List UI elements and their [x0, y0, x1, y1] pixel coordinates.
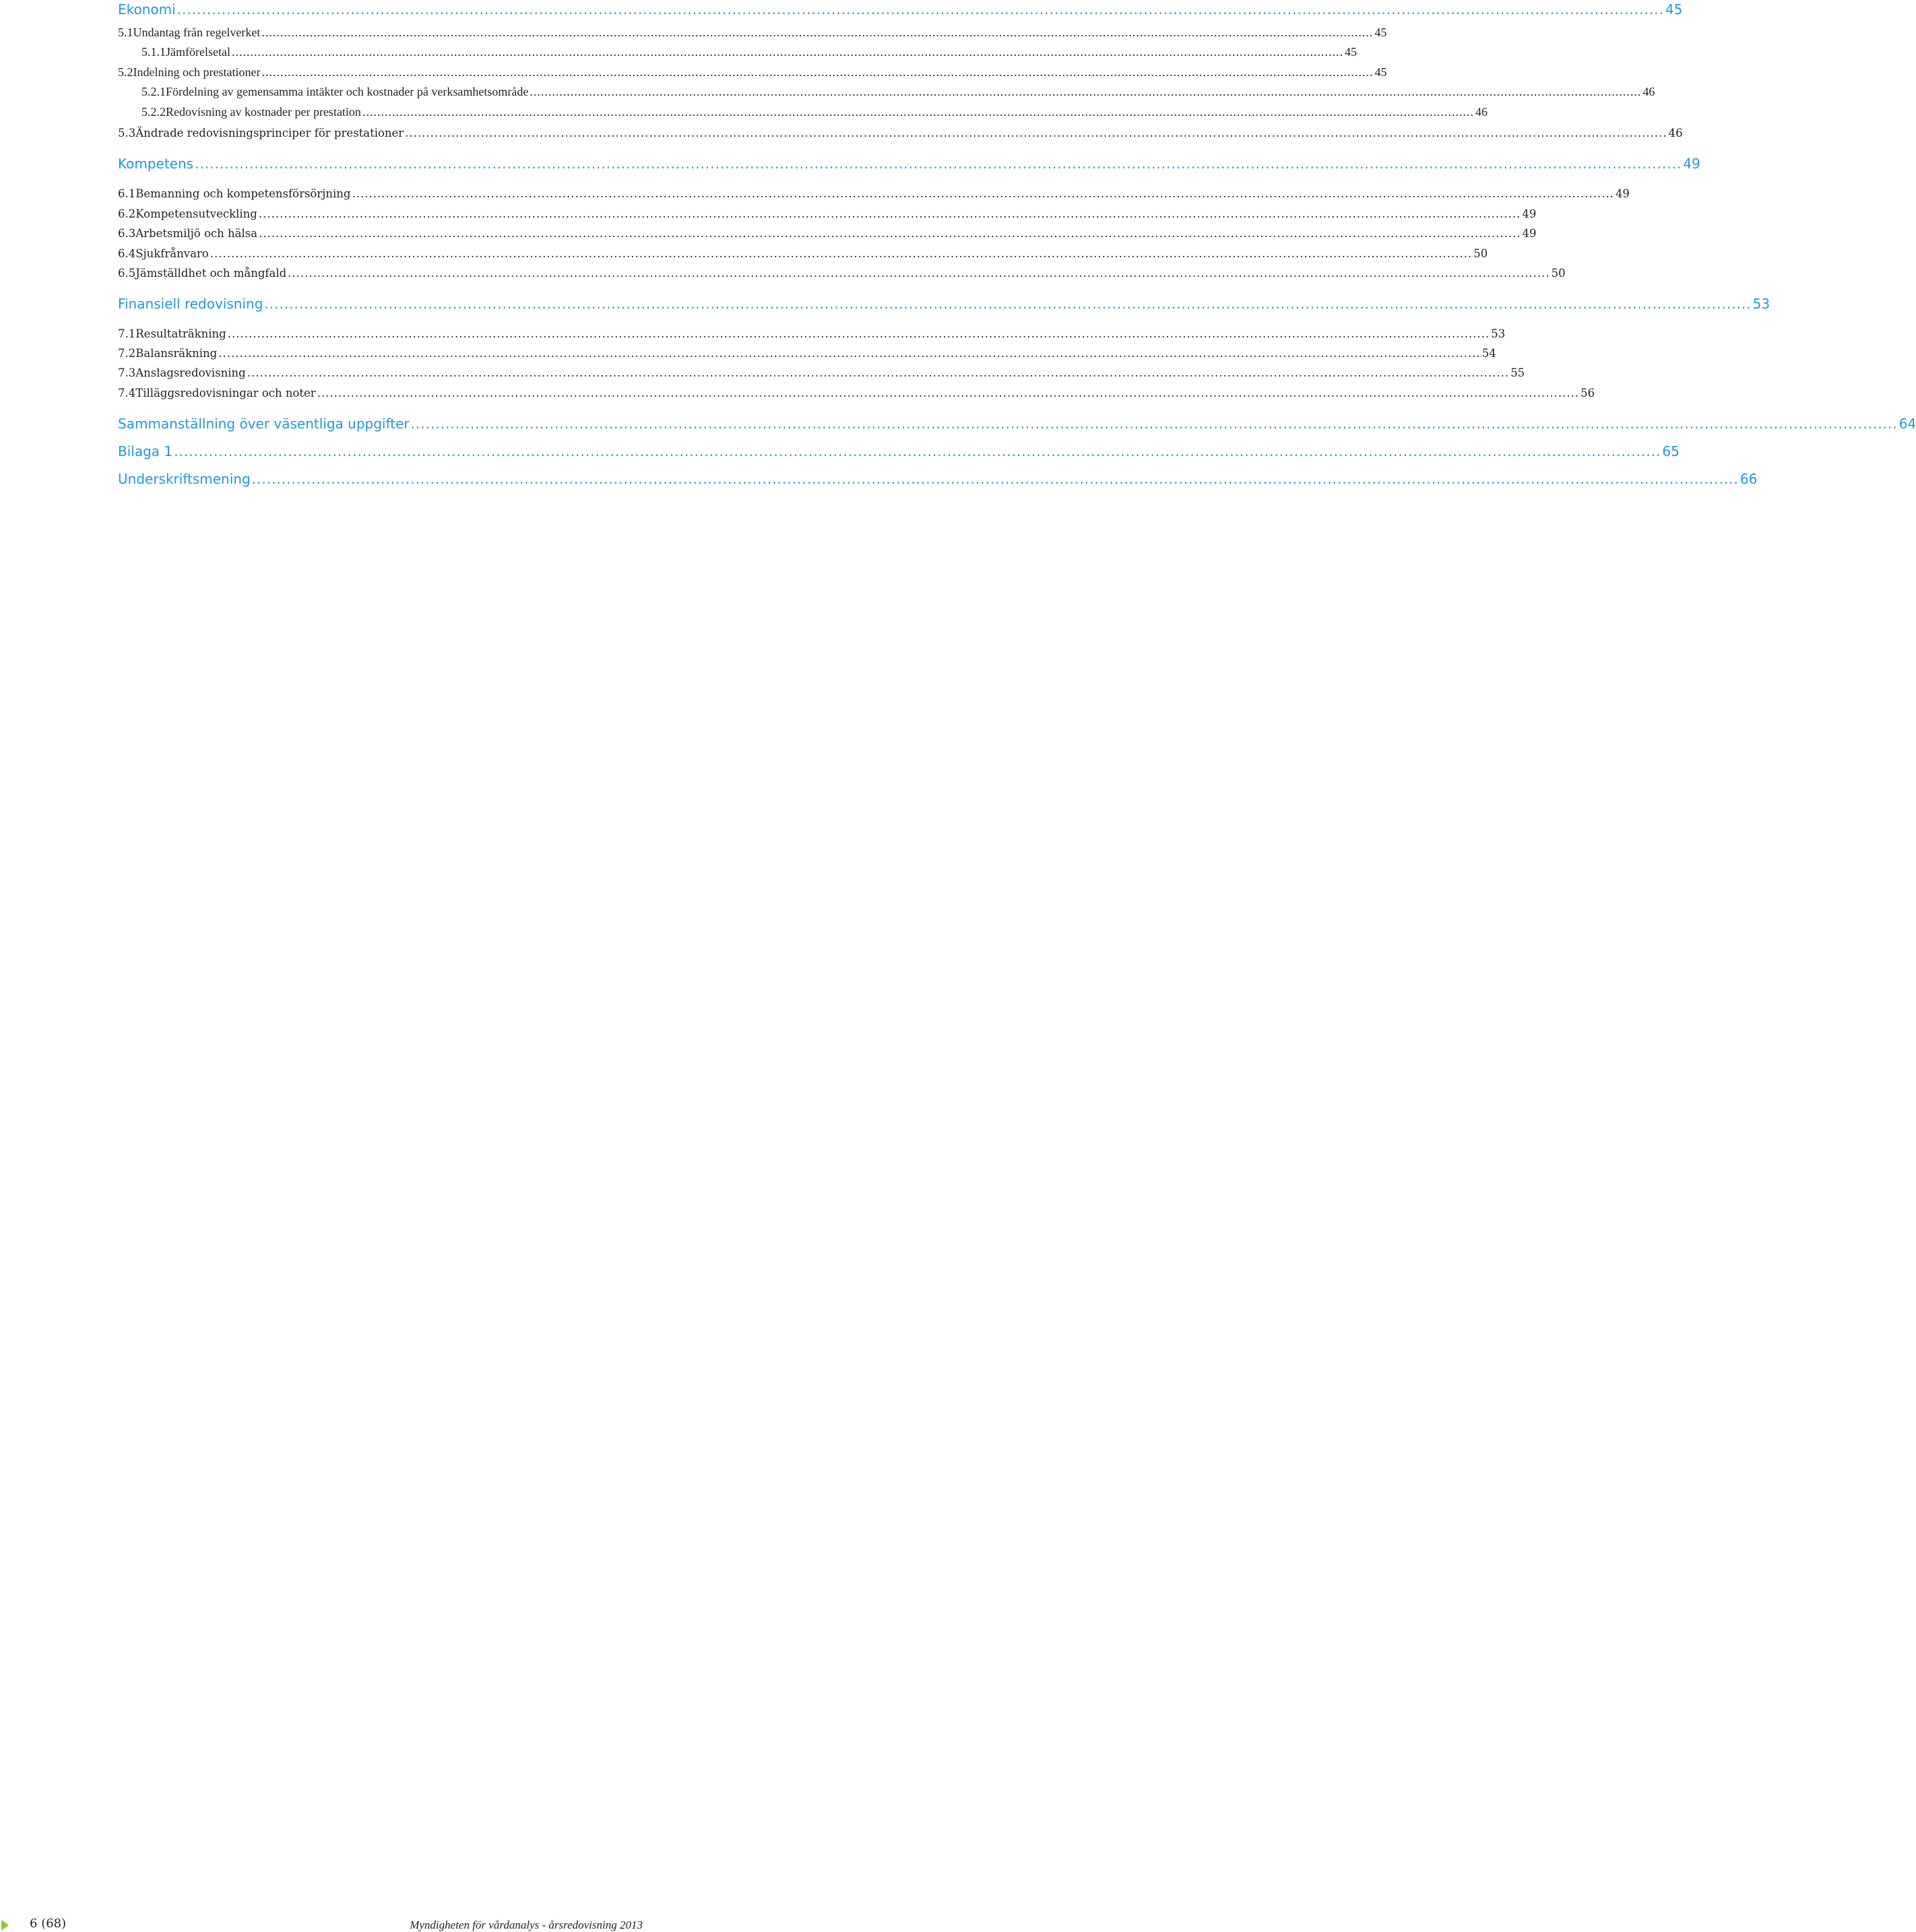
section-title: Finansiell redovisning [118, 296, 263, 312]
triangle-marker-icon [1, 1920, 9, 1931]
page-reference: 45 [1344, 45, 1357, 59]
section-number: 5.2.1 [141, 85, 166, 98]
dot-leader: ............................................................................................................................................................................................................................................................................................................ [317, 387, 1580, 399]
section-title: Kompetens [118, 156, 194, 172]
page-reference: 46 [1642, 85, 1655, 98]
section-title: Indelning och prestationer [133, 65, 261, 79]
toc-entry[interactable] [118, 262, 1566, 280]
toc-entry[interactable] [118, 203, 1537, 220]
toc-entry[interactable] [141, 42, 1357, 59]
dot-leader: ............................................................................................................................................................................................................................................................................................................ [264, 296, 1752, 312]
section-title: Balansräkning [135, 347, 218, 360]
toc-heading[interactable] [118, 294, 1770, 312]
toc-entry[interactable] [141, 82, 1655, 99]
toc-entry[interactable] [118, 323, 1506, 340]
dot-leader: ............................................................................................................................................................................................................................................................................................................ [410, 416, 1898, 432]
page-reference: 56 [1580, 387, 1595, 399]
section-title: Undantag från regelverket [133, 26, 261, 39]
section-title: Tilläggsredovisningar och noter [135, 387, 316, 399]
dot-leader: ............................................................................................................................................................................................................................................................................................................ [210, 247, 1473, 260]
toc-entry[interactable] [141, 102, 1488, 119]
toc-entry[interactable] [118, 342, 1496, 360]
section-number: 6.2 [118, 207, 136, 220]
toc-entry[interactable] [118, 382, 1595, 399]
dot-leader: ............................................................................................................................................................................................................................................................................................................ [261, 65, 1374, 79]
toc-entry[interactable] [118, 122, 1683, 139]
page-reference: 45 [1374, 65, 1387, 79]
dot-leader: ............................................................................................................................................................................................................................................................................................................ [251, 471, 1739, 487]
dot-leader: ............................................................................................................................................................................................................................................................................................................ [362, 105, 1474, 119]
page-reference: 45 [1374, 26, 1387, 39]
table-of-contents [0, 0, 1916, 512]
toc-entry[interactable] [118, 362, 1525, 379]
page-reference: 49 [1615, 187, 1630, 200]
section-title: Ekonomi [118, 1, 176, 18]
section-title: Jämställdhet och mångfald [135, 267, 287, 280]
section-title: Fördelning av gemensamma intäkter och kostnader på verksamhetsområde [166, 85, 529, 98]
section-title: Redovisning av kostnader per prestation [166, 105, 361, 119]
dot-leader: ............................................................................................................................................................................................................................................................................................................ [405, 127, 1667, 139]
page-reference: 49 [1522, 207, 1537, 220]
dot-leader: ............................................................................................................................................................................................................................................................................................................ [218, 347, 1481, 360]
section-number: 5.2 [118, 65, 133, 79]
dot-leader: ............................................................................................................................................................................................................................................................................................................ [174, 443, 1661, 459]
page-reference: 64 [1898, 416, 1916, 432]
page-reference: 49 [1522, 227, 1537, 240]
section-number: 5.2.2 [141, 105, 166, 119]
dot-leader: ............................................................................................................................................................................................................................................................................................................ [352, 187, 1614, 200]
page-footer [0, 957, 647, 1931]
toc-entry[interactable] [118, 62, 1387, 79]
page-reference: 46 [1668, 127, 1683, 139]
section-number: 7.2 [118, 347, 136, 360]
section-title: Resultaträkning [135, 327, 226, 340]
page-number: 6 (68) [30, 1917, 67, 1931]
section-title: Kompetensutveckling [135, 207, 257, 220]
section-number: 7.4 [118, 387, 136, 399]
page-reference: 50 [1551, 267, 1566, 280]
toc-entry[interactable] [118, 243, 1488, 260]
dot-leader: ............................................................................................................................................................................................................................................................................................................ [259, 227, 1521, 240]
toc-heading[interactable] [118, 470, 1758, 487]
section-title: Anslagsredovisning [135, 366, 246, 379]
section-title: Ändrade redovisningsprinciper för prestationer [135, 127, 404, 139]
toc-entry[interactable] [118, 22, 1387, 40]
section-title: Jämförelsetal [166, 45, 230, 59]
toc-entry[interactable] [118, 183, 1630, 200]
toc-entry[interactable] [118, 222, 1537, 240]
toc-heading[interactable] [118, 154, 1700, 172]
dot-leader: ............................................................................................................................................................................................................................................................................................................ [227, 327, 1490, 340]
section-number: 6.3 [118, 227, 136, 240]
page-reference: 54 [1481, 347, 1496, 360]
page-reference: 49 [1683, 156, 1700, 172]
section-number: 5.1.1 [141, 45, 166, 59]
section-number: 6.1 [118, 187, 136, 200]
toc-heading[interactable] [118, 0, 1683, 18]
section-number: 7.3 [118, 366, 136, 379]
section-title: Sammanställning över väsentliga uppgifter [118, 416, 410, 432]
page-reference: 53 [1491, 327, 1506, 340]
section-title: Bilaga 1 [118, 443, 173, 459]
dot-leader: ............................................................................................................................................................................................................................................................................................................ [195, 156, 1682, 172]
dot-leader: ............................................................................................................................................................................................................................................................................................................ [258, 207, 1521, 220]
dot-leader: ............................................................................................................................................................................................................................................................................................................ [261, 26, 1374, 39]
section-number: 5.3 [118, 127, 136, 139]
section-title: Bemanning och kompetensförsörjning [135, 187, 351, 200]
page-reference: 55 [1510, 366, 1525, 379]
page-reference: 46 [1475, 105, 1488, 119]
dot-leader: ............................................................................................................................................................................................................................................................................................................ [231, 45, 1343, 59]
section-number: 5.1 [118, 26, 133, 39]
toc-heading[interactable] [118, 414, 1916, 432]
page-reference: 53 [1752, 296, 1770, 312]
dot-leader: ............................................................................................................................................................................................................................................................................................................ [247, 366, 1510, 379]
section-number: 6.4 [118, 247, 136, 260]
page-reference: 65 [1662, 443, 1680, 459]
section-title: Underskriftsmening [118, 471, 251, 487]
dot-leader: ............................................................................................................................................................................................................................................................................................................ [530, 85, 1642, 98]
toc-heading[interactable] [118, 442, 1680, 459]
page-reference: 66 [1739, 471, 1758, 487]
section-title: Arbetsmiljö och hälsa [135, 227, 258, 240]
page-reference: 50 [1473, 247, 1488, 260]
section-number: 7.1 [118, 327, 136, 340]
page-reference: 45 [1665, 1, 1683, 18]
dot-leader: ............................................................................................................................................................................................................................................................................................................ [177, 1, 1664, 18]
document-name: Myndigheten för vårdanalys - årsredovisning 2013 [410, 1919, 643, 1931]
section-number: 6.5 [118, 267, 136, 280]
dot-leader: ............................................................................................................................................................................................................................................................................................................ [288, 267, 1550, 280]
section-title: Sjukfrånvaro [135, 247, 209, 260]
